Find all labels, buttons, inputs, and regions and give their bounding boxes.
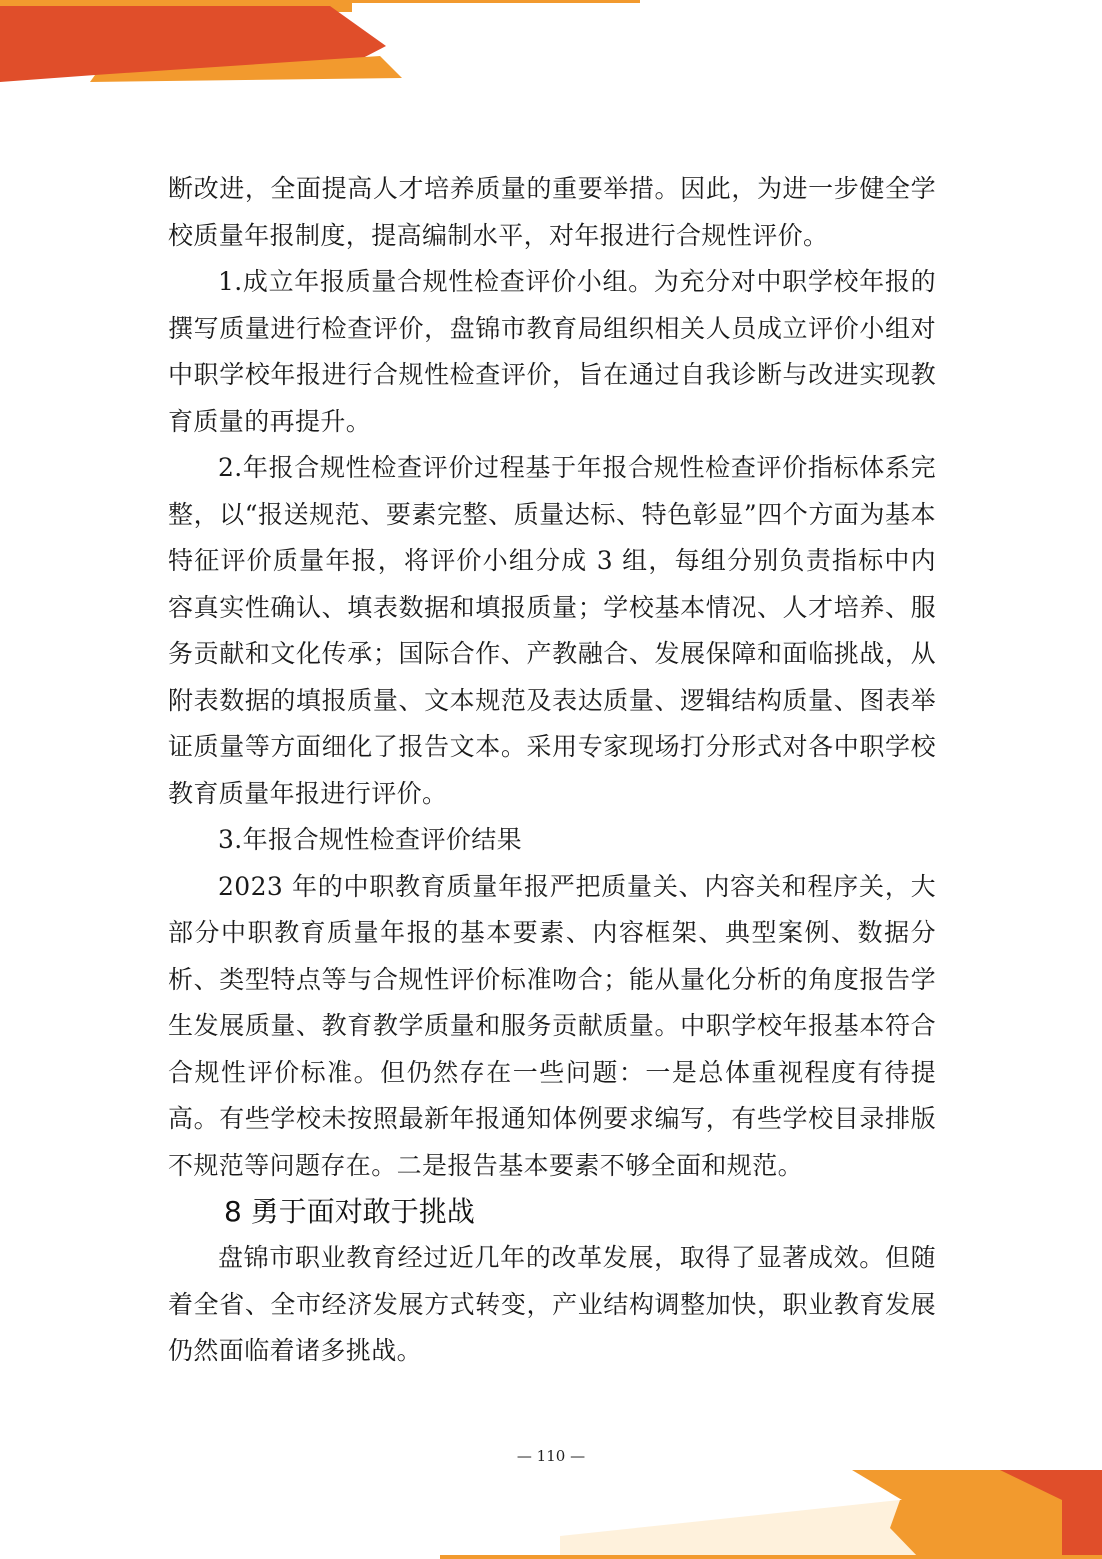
paragraph-item-1: 1.成立年报质量合规性检查评价小组。为充分对中职学校年报的撰写质量进行检查评价，盘锦市教育局组织相关人员成立评价小组对中职学校年报进行合规性检查评价，旨在通过自我诊断与改进实现教育质量的再提升。 [168,267,936,436]
paragraph-results: 2023 年的中职教育质量年报严把质量关、内容关和程序关，大部分中职教育质量年报的基本要素、内容框架、典型案例、数据分析、类型特点等与合规性评价标准吻合；能从量化分析的角度报告学生发展质量、教育教学质量和服务贡献质量。中职学校年报基本符合合规性评价标准。但仍然存在一些问题：一是总体重视程度有待提高。有些学校未按照最新年报通知体例要求编写，有些学校目录排版不规范等问题存在。二是报告基本要素不够全面和规范。 [168,871,936,1180]
page-number: — 110 — [516,1447,586,1465]
top-banner-orange-strip [90,56,402,82]
bottom-banner-red-corner [1000,1470,1102,1559]
bottom-banner-orange-band [440,1555,1102,1559]
top-banner-orange-band [0,0,640,12]
paragraph-continuation: 断改进，全面提高人才培养质量的重要举措。因此，为进一步健全学校质量年报制度，提高编制水平，对年报进行合规性评价。 [168,174,936,250]
bottom-banner-orange-shape [852,1470,1102,1500]
paragraph-item-3-title: 3.年报合规性检查评价结果 [218,825,523,854]
section-heading: 8 勇于面对敢于挑战 [224,1195,475,1228]
bottom-banner-red-shape [890,1500,1062,1559]
page-body [168,166,936,1375]
bottom-banner-light-strip [560,1500,1060,1559]
paragraph-item-2: 2.年报合规性检查评价过程基于年报合规性检查评价指标体系完整，以“报送规范、要素完整、质量达标、特色彰显”四个方面为基本特征评价质量年报，将评价小组分成 3 组，每组分别负责指标中内容真实性确认、填表数据和填报质量；学校基本情况、人才培养、服务贡献和文化传承；国际合作、产教融合、发展保障和面临挑战，从附表数据的填报质量、文本规范及表达质量、逻辑结构质量、图表举证质量等方面细化了报告文本。采用专家现场打分形式对各中职学校教育质量年报进行评价。 [168,453,936,808]
top-banner-red-shape [0,6,386,82]
paragraph-challenges: 盘锦市职业教育经过近几年的改革发展，取得了显著成效。但随着全省、全市经济发展方式转变，产业结构调整加快，职业教育发展仍然面临着诸多挑战。 [168,1243,936,1365]
